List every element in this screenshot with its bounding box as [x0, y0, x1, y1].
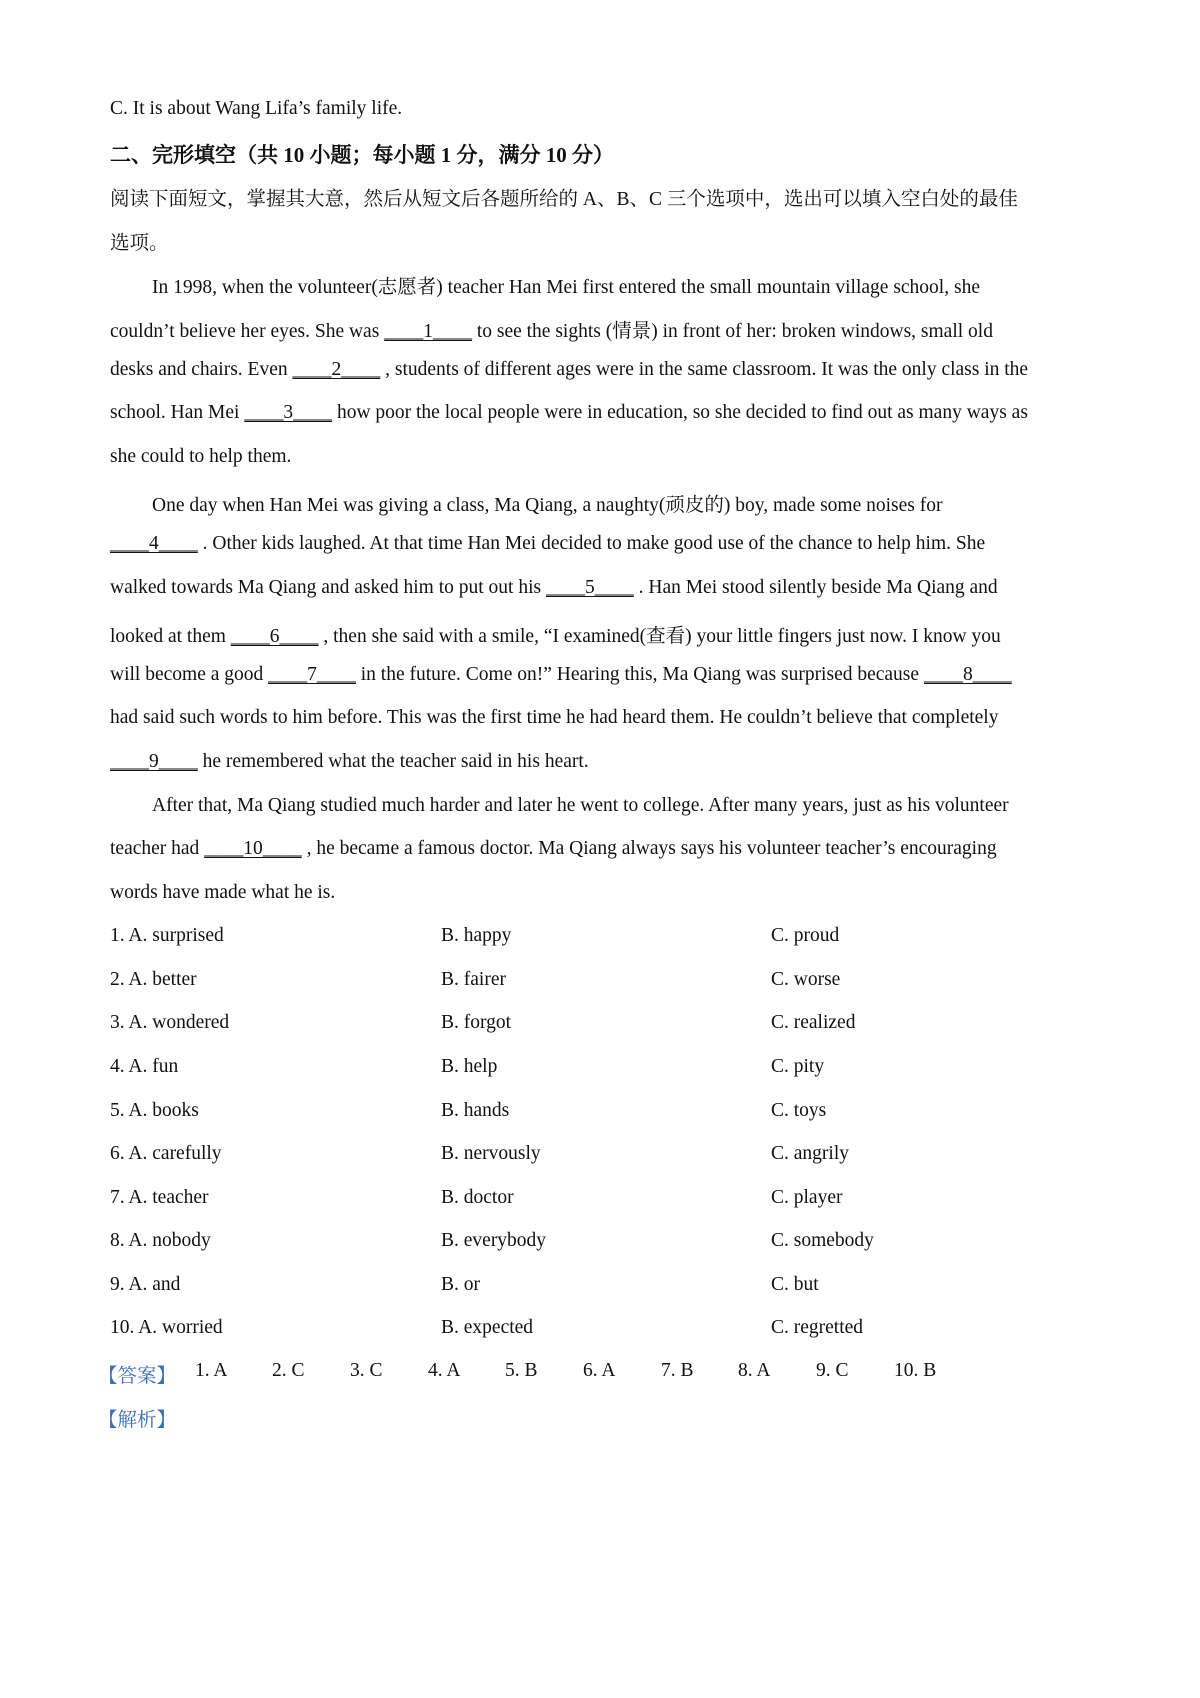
- passage-text: will become a good: [110, 664, 269, 685]
- blank-3: ____3____: [244, 402, 333, 423]
- passage-text: he remembered what the teacher said in his heart.: [197, 751, 589, 772]
- option-c: C. toys: [771, 1100, 827, 1121]
- passage-line: After that, Ma Qiang studied much harder and later he went to college. After many years, just as his volunteer: [152, 795, 1009, 816]
- passage-line: One day when Han Mei was giving a class, Ma Qiang, a naughty(顽皮的) boy, made some noises for: [152, 495, 943, 516]
- previous-question-option: C. It is about Wang Lifa’s family life.: [110, 98, 403, 119]
- section-instruction-cont: 选项。: [110, 233, 169, 254]
- blank-2: ____2____: [292, 359, 381, 380]
- passage-line: [110, 577, 998, 599]
- option-b: B. everybody: [441, 1230, 547, 1251]
- option-b: B. forgot: [441, 1012, 512, 1033]
- option-c: C. somebody: [771, 1230, 874, 1251]
- answer-item: 8. A: [738, 1360, 771, 1381]
- option-b: B. or: [441, 1274, 480, 1295]
- option-a: 8. A. nobody: [110, 1230, 211, 1251]
- option-a: 4. A. fun: [110, 1056, 179, 1077]
- passage-text: . Han Mei stood silently beside Ma Qiang and: [633, 577, 998, 598]
- blank-10: ____10____: [204, 838, 302, 859]
- answer-item: 5. B: [505, 1360, 538, 1381]
- option-a: 3. A. wondered: [110, 1012, 230, 1033]
- option-b: B. expected: [441, 1317, 534, 1338]
- option-c: C. regretted: [771, 1317, 864, 1338]
- blank-1: ____1____: [384, 321, 472, 342]
- passage-line: had said such words to him before. This was the first time he had heard them. He couldn’t believe that completely: [110, 707, 999, 728]
- answer-item: 1. A: [195, 1360, 228, 1381]
- option-c: C. pity: [771, 1056, 825, 1077]
- answer-item: 6. A: [583, 1360, 616, 1381]
- passage-text: , he became a famous doctor. Ma Qiang always says his volunteer teacher’s encouraging: [301, 838, 997, 859]
- answer-item: 10. B: [894, 1360, 937, 1381]
- option-c: C. angrily: [771, 1143, 849, 1164]
- passage-text: in the future. Come on!” Hearing this, Ma Qiang was surprised because: [355, 664, 924, 685]
- option-a: 5. A. books: [110, 1100, 199, 1121]
- passage-line: In 1998, when the volunteer(志愿者) teacher Han Mei first entered the small mountain village school, she: [152, 277, 980, 298]
- passage-text: . Other kids laughed. At that time Han Mei decided to make good use of the chance to help him. She: [197, 533, 986, 554]
- passage-text: walked towards Ma Qiang and asked him to put out his: [110, 577, 546, 598]
- option-a: 6. A. carefully: [110, 1143, 222, 1164]
- passage-line: [110, 359, 1028, 381]
- passage-line: [110, 402, 1028, 424]
- option-b: B. happy: [441, 925, 512, 946]
- answer-item: 7. B: [661, 1360, 694, 1381]
- option-b: B. hands: [441, 1100, 510, 1121]
- analysis-label: 【解析】: [98, 1410, 177, 1431]
- passage-text: couldn’t believe her eyes. She was: [110, 321, 385, 342]
- passage-line: [110, 620, 1001, 648]
- option-a: 7. A. teacher: [110, 1187, 209, 1208]
- passage-text: teacher had: [110, 838, 205, 859]
- passage-text: school. Han Mei: [110, 402, 245, 423]
- blank-9: ____9____: [110, 751, 198, 772]
- blank-6: ____6____: [230, 626, 319, 647]
- answer-item: 2. C: [272, 1360, 305, 1381]
- passage-text: , then she said with a smile, “I examined(查看) your little fingers just now. I know you: [318, 626, 1001, 647]
- blank-5: ____5____: [545, 577, 634, 598]
- section-instruction: 阅读下面短文，掌握其大意，然后从短文后各题所给的 A、B、C 三个选项中，选出可以填入空白处的最佳: [110, 189, 1018, 210]
- passage-text: , students of different ages were in the same classroom. It was the only class in the: [380, 359, 1029, 380]
- answer-item: 9. C: [816, 1360, 849, 1381]
- blank-8: ____8____: [923, 664, 1012, 685]
- option-c: C. player: [771, 1187, 843, 1208]
- passage-line: [110, 315, 993, 343]
- option-a: 9. A. and: [110, 1274, 181, 1295]
- option-c: C. realized: [771, 1012, 856, 1033]
- section-heading: 二、完形填空（共 10 小题；每小题 1 分，满分 10 分）: [110, 143, 614, 167]
- answer-label: 【答案】: [98, 1366, 177, 1387]
- passage-line: she could to help them.: [110, 446, 292, 467]
- option-c: C. but: [771, 1274, 819, 1295]
- passage-text: to see the sights (情景) in front of her: broken windows, small old: [471, 321, 993, 342]
- passage-line: [110, 838, 997, 860]
- option-b: B. fairer: [441, 969, 506, 990]
- passage-text: looked at them: [110, 626, 231, 647]
- option-a: 10. A. worried: [110, 1317, 223, 1338]
- answer-item: 3. C: [350, 1360, 383, 1381]
- option-c: C. proud: [771, 925, 840, 946]
- option-b: B. doctor: [441, 1187, 514, 1208]
- passage-text: desks and chairs. Even: [110, 359, 293, 380]
- option-a: 1. A. surprised: [110, 925, 224, 946]
- passage-line: [110, 751, 589, 773]
- option-b: B. nervously: [441, 1143, 541, 1164]
- option-a: 2. A. better: [110, 969, 197, 990]
- answer-item: 4. A: [428, 1360, 461, 1381]
- passage-line: words have made what he is.: [110, 882, 336, 903]
- blank-7: ____7____: [268, 664, 356, 685]
- blank-4: ____4____: [110, 533, 198, 554]
- passage-line: [110, 664, 1012, 686]
- passage-text: how poor the local people were in education, so she decided to find out as many ways as: [332, 402, 1028, 423]
- option-c: C. worse: [771, 969, 841, 990]
- option-b: B. help: [441, 1056, 498, 1077]
- passage-line: [110, 533, 985, 555]
